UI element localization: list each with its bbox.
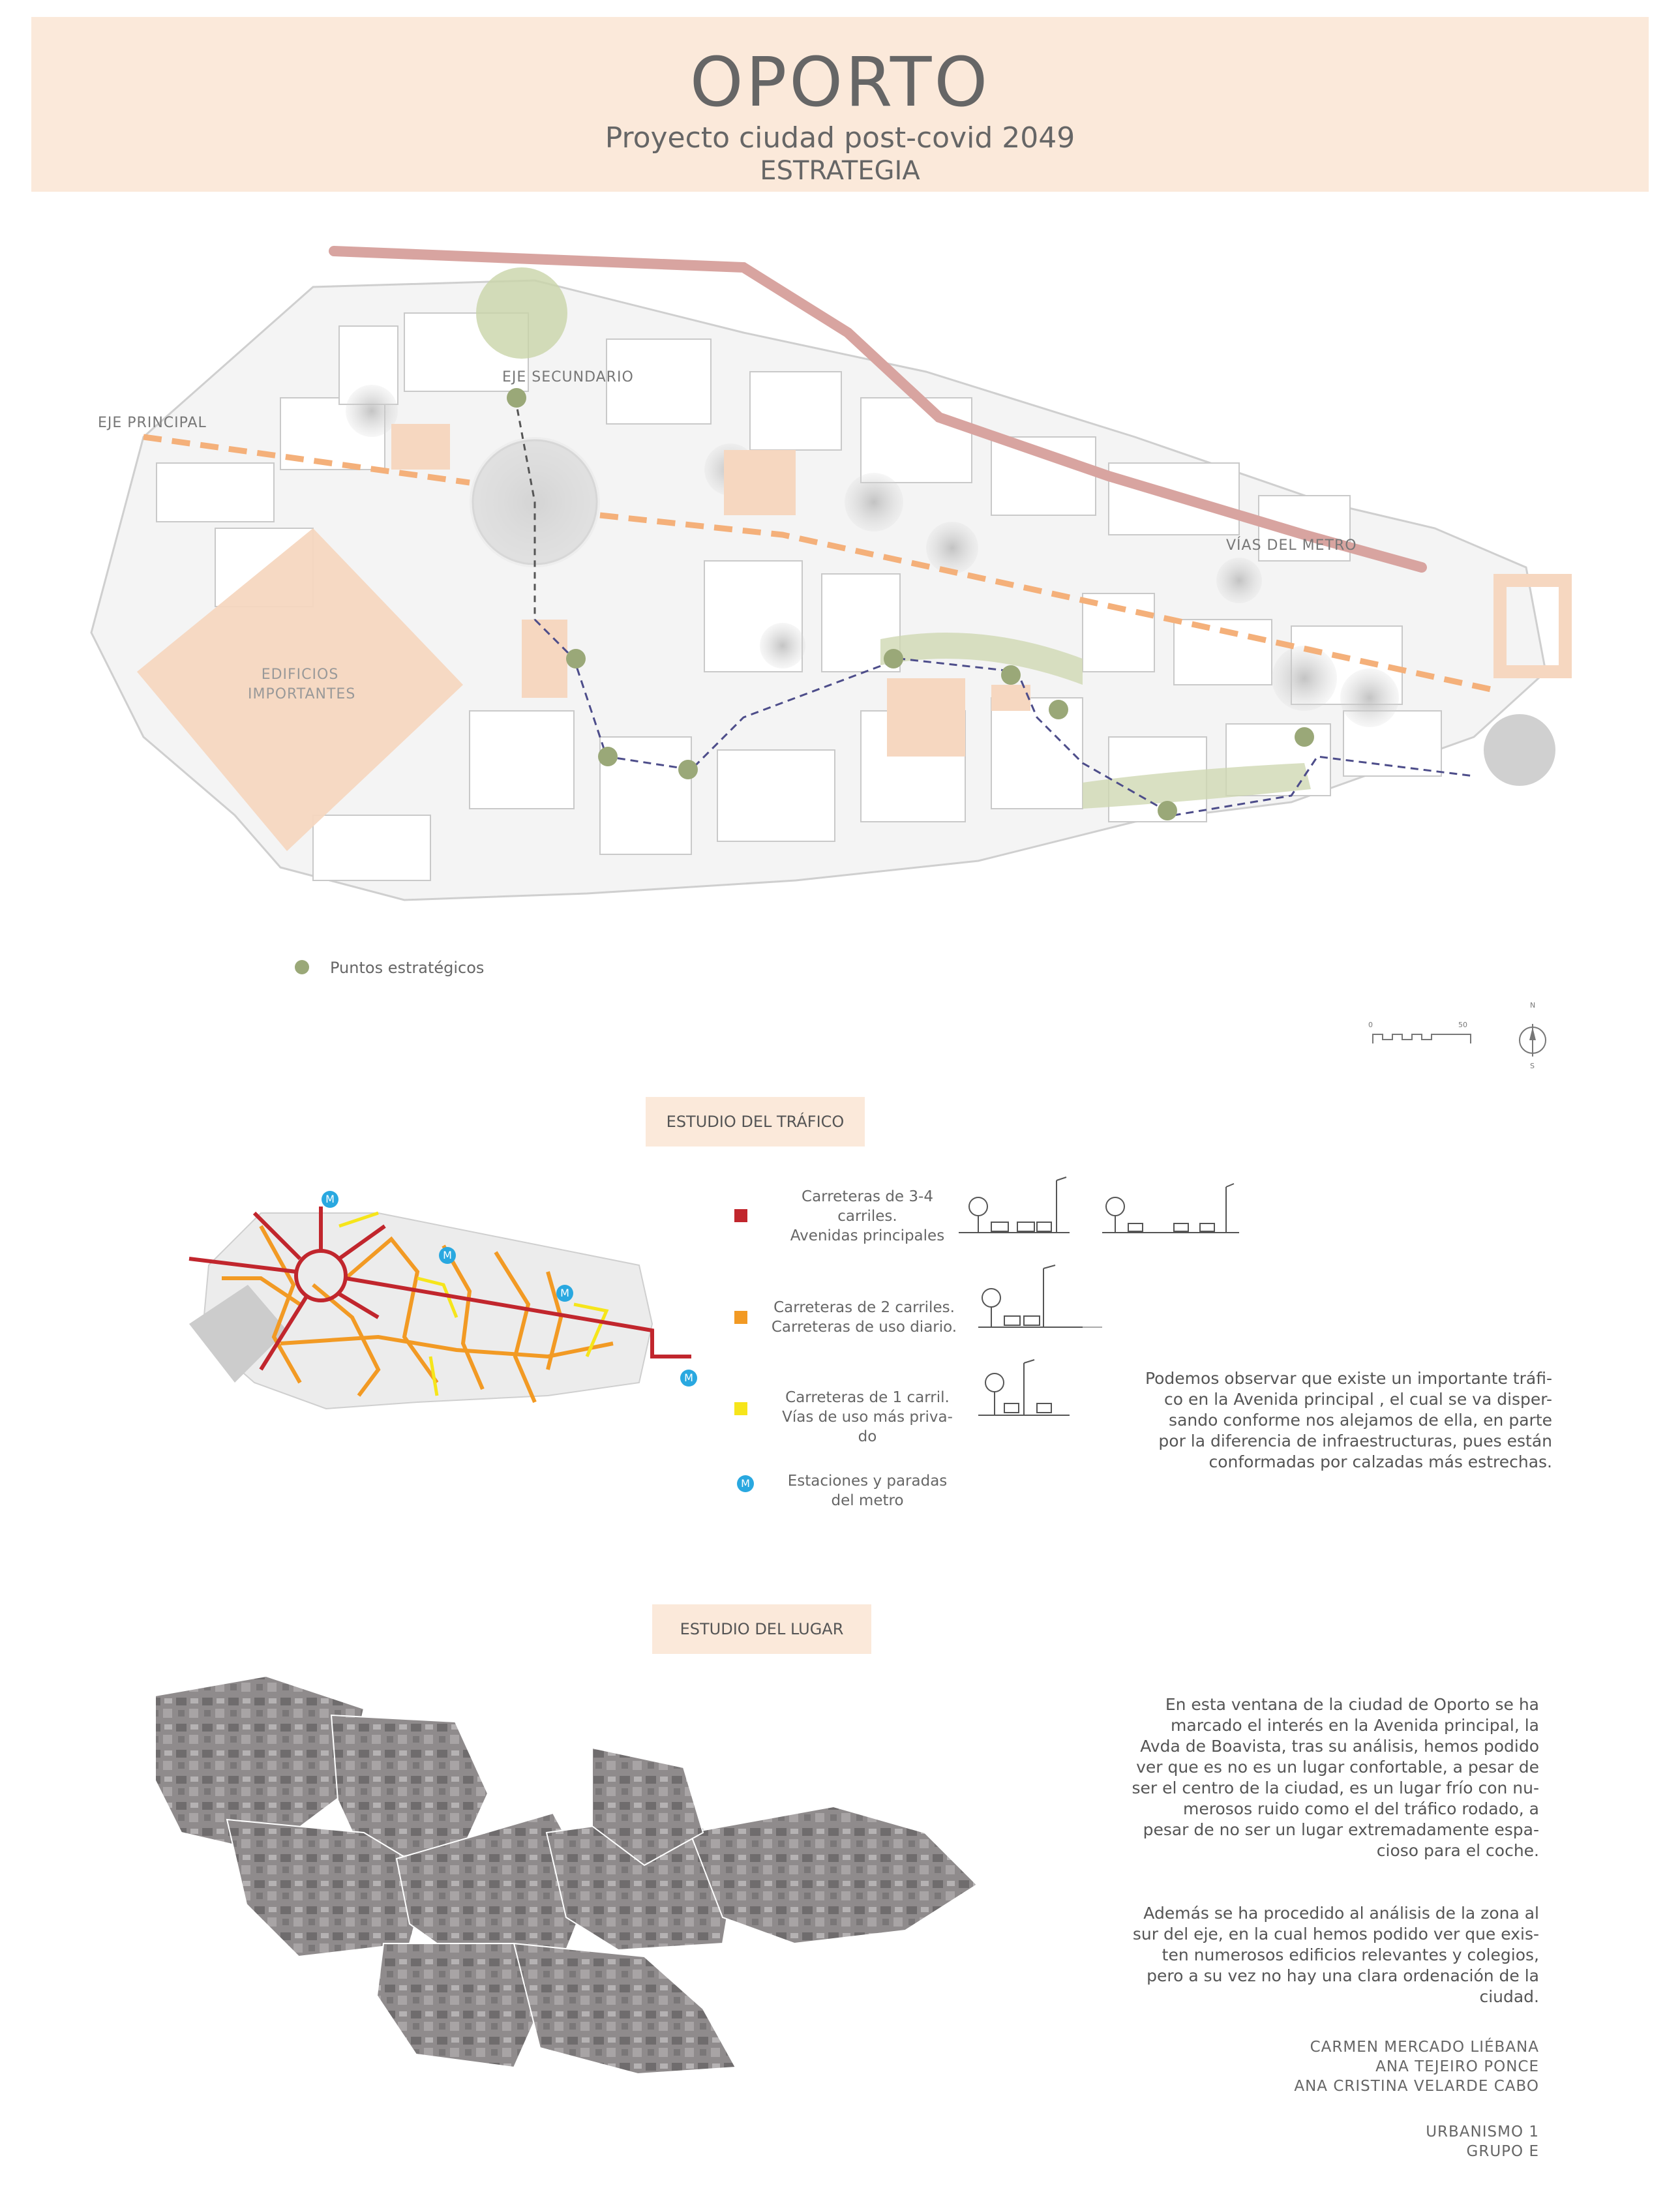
traffic-paragraph-line: por la diferencia de infraestructuras, pues están xyxy=(1158,1432,1552,1450)
place-paragraph-2 xyxy=(1128,1903,1539,2007)
legend-metro-icon: M xyxy=(737,1475,754,1492)
metro-station-icon: M xyxy=(556,1285,573,1302)
aerial-photo-collage xyxy=(149,1670,1016,2074)
street-section-1-lane xyxy=(978,1360,1070,1415)
south-label: S xyxy=(1530,1062,1535,1070)
legend-strategic-point-icon xyxy=(295,960,309,974)
place-paragraph-line: marcado el interés en la Avenida principal, la xyxy=(1171,1716,1539,1735)
map-important-building xyxy=(887,678,965,757)
legend-strategic-points-label: Puntos estratégicos xyxy=(330,959,485,977)
legend-yellow-line1: Carreteras de 1 carril. xyxy=(785,1389,950,1406)
page-subtitle: Proyecto ciudad post-covid 2049 xyxy=(605,121,1075,155)
legend-red-text xyxy=(776,1187,959,1246)
place-paragraph-1 xyxy=(1128,1694,1539,1861)
aerial-tile xyxy=(690,1807,977,1943)
metro-station-icon: M xyxy=(680,1370,697,1387)
place-paragraph-line: ver que es no es un lugar confortable, a pesar de xyxy=(1136,1758,1539,1777)
place-paragraph-line: Avda de Boavista, tras su análisis, hemos podido xyxy=(1140,1737,1539,1756)
legend-yellow-line2: Vías de uso más priva- xyxy=(782,1409,953,1426)
street-section-4-lanes xyxy=(959,1177,1070,1233)
legend-orange-line1: Carreteras de 2 carriles. xyxy=(773,1299,955,1316)
legend-orange-text xyxy=(763,1298,965,1337)
map-important-building xyxy=(991,685,1030,711)
street-section-3-lanes xyxy=(1102,1184,1239,1233)
group-name: GRUPO E xyxy=(1466,2143,1539,2160)
place-paragraph-line: pero a su vez no hay una clara ordenación de la xyxy=(1147,1966,1539,1985)
page-title: OPORTO xyxy=(689,42,991,122)
place-paragraph-line: En esta ventana de la ciudad de Oporto se ha xyxy=(1165,1695,1539,1714)
place-paragraph-line: ten numerosos edificios relevantes y colegios, xyxy=(1162,1945,1539,1964)
scale-start: 0 xyxy=(1368,1021,1373,1029)
legend-metro-text xyxy=(776,1471,959,1510)
place-paragraph-line: cioso para el coche. xyxy=(1376,1841,1539,1860)
page-phase: ESTRATEGIA xyxy=(760,156,920,186)
place-paragraph-line: sur del eje, en la cual hemos podido ver que exis- xyxy=(1132,1925,1539,1943)
title-banner xyxy=(31,17,1649,192)
label-edificios-line1: EDIFICIOS xyxy=(261,667,339,683)
north-arrow-icon xyxy=(1513,1017,1552,1063)
legend-metro-line2: del metro xyxy=(831,1492,904,1509)
course-name: URBANISMO 1 xyxy=(1426,2123,1539,2140)
credits-course xyxy=(1174,2122,1539,2161)
place-paragraph-line: Además se ha procedido al análisis de la zona al xyxy=(1143,1904,1539,1923)
traffic-map xyxy=(183,1187,704,1422)
section-label-place: ESTUDIO DEL LUGAR xyxy=(652,1604,871,1654)
metro-station-icon: M xyxy=(322,1191,338,1208)
legend-red-line1: Carreteras de 3-4 xyxy=(802,1188,933,1205)
place-paragraph-line: ser el centro de la ciudad, es un lugar frío con nu- xyxy=(1132,1778,1539,1797)
legend-swatch-red xyxy=(734,1209,747,1222)
legend-red-line3: Avenidas principales xyxy=(790,1227,945,1244)
label-edificios-line2: IMPORTANTES xyxy=(248,686,356,702)
legend-red-line2: carriles. xyxy=(837,1208,897,1225)
label-edificios-importantes xyxy=(248,665,356,704)
traffic-paragraph-line: sando conforme nos alejamos de ella, en parte xyxy=(1169,1411,1552,1430)
legend-orange-line2: Carreteras de uso diario. xyxy=(771,1319,957,1336)
legend-metro-line1: Estaciones y paradas xyxy=(787,1473,948,1490)
section-label-traffic: ESTUDIO DEL TRÁFICO xyxy=(646,1097,865,1147)
map-green-area xyxy=(476,267,567,359)
metro-station-icon: M xyxy=(439,1247,456,1264)
place-paragraph-line: pesar de no ser un lugar extremadamente espa- xyxy=(1143,1820,1539,1839)
map-important-building xyxy=(522,620,567,698)
label-eje-principal: EJE PRINCIPAL xyxy=(98,415,207,431)
aerial-tile xyxy=(514,1943,736,2074)
aerial-tile xyxy=(377,1943,540,2067)
map-important-building xyxy=(391,424,450,470)
author-name: ANA TEJEIRO PONCE xyxy=(1375,2058,1539,2075)
legend-yellow-line3: do xyxy=(858,1428,877,1445)
label-eje-secundario: EJE SECUNDARIO xyxy=(502,369,634,385)
strategy-map xyxy=(65,241,1578,939)
place-paragraph-line: ciudad. xyxy=(1479,1987,1539,2006)
author-name: ANA CRISTINA VELARDE CABO xyxy=(1294,2078,1539,2095)
legend-swatch-yellow xyxy=(734,1402,747,1415)
label-vias-metro: VÍAS DEL METRO xyxy=(1226,537,1357,554)
traffic-paragraph xyxy=(1135,1368,1552,1473)
map-roundabout-east xyxy=(1484,714,1555,786)
place-paragraph-line: merosos ruido como el del tráfico rodado, a xyxy=(1182,1799,1539,1818)
traffic-paragraph-line: Podemos observar que existe un importante tráfi- xyxy=(1145,1369,1552,1388)
legend-yellow-text xyxy=(776,1388,959,1447)
street-section-2-lanes xyxy=(978,1265,1102,1327)
traffic-paragraph-line: conformadas por calzadas más estrechas. xyxy=(1208,1452,1552,1471)
map-important-building xyxy=(724,450,796,515)
traffic-paragraph-line: co en la Avenida principal , el cual se va disper- xyxy=(1164,1390,1552,1409)
legend-swatch-orange xyxy=(734,1311,747,1324)
credits-authors xyxy=(1174,2037,1539,2096)
scale-end: 50 xyxy=(1458,1021,1467,1029)
north-label: N xyxy=(1530,1001,1536,1010)
author-name: CARMEN MERCADO LIÉBANA xyxy=(1310,2039,1539,2056)
